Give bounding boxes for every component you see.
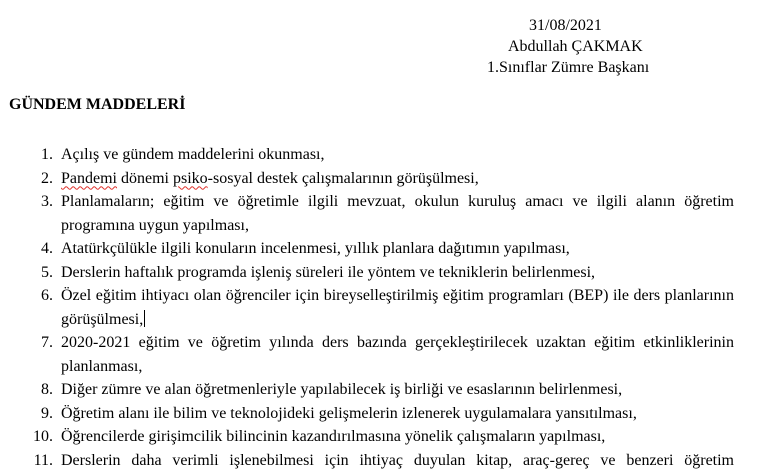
agenda-item-number: 10. <box>9 425 53 449</box>
agenda-item-text: Derslerin daha verimli işlenebilmesi için ihtiyaç duyulan kitap, araç-gereç ve benzeri öğretim <box>61 449 734 472</box>
agenda-item-5 <box>9 261 734 285</box>
agenda-item-text <box>61 167 734 191</box>
agenda-item-11 <box>9 449 734 472</box>
agenda-item-text: Atatürkçülükle ilgili konuların incelenmesi, yıllık planlara dağıtımın yapılması, <box>61 237 734 261</box>
agenda-heading: GÜNDEM MADDELERİ <box>9 95 185 115</box>
agenda-item-9 <box>9 402 734 426</box>
text-run: Özel eğitim ihtiyacı olan öğrenciler için bireyselleştirilmiş eğitim programları (BEP) ile ders planlarının görüşülmesi, <box>61 287 734 328</box>
agenda-list <box>9 143 734 472</box>
agenda-item-text: Öğrencilerde girişimcilik bilincinin kazandırılmasına yönelik çalışmaların yapılması, <box>61 425 734 449</box>
text-run: -sosyal destek çalışmalarının görüşülmesi, <box>208 170 479 187</box>
agenda-item-3 <box>9 190 734 237</box>
agenda-item-text: 2020-2021 eğitim ve öğretim yılında ders bazında gerçekleştirilecek uzaktan eğitim etkinliklerinin planlanması, <box>61 331 734 378</box>
agenda-item-text: Öğretim alanı ile bilim ve teknolojideki gelişmelerin izlenerek uygulamalara yansıtılması, <box>61 402 734 426</box>
agenda-item-number: 8. <box>9 378 53 402</box>
agenda-item-text: Açılış ve gündem maddelerini okunması, <box>61 143 734 167</box>
agenda-item-number: 5. <box>9 261 53 285</box>
agenda-item-10 <box>9 425 734 449</box>
agenda-item-number: 2. <box>9 167 53 191</box>
text-run: dönemi <box>117 170 173 187</box>
signature-title: 1.Sınıflar Zümre Başkanı <box>487 58 649 78</box>
signature-date: 31/08/2021 <box>529 16 602 36</box>
agenda-item-4 <box>9 237 734 261</box>
text-cursor <box>144 310 145 327</box>
agenda-item-6 <box>9 284 734 331</box>
agenda-item-text: Diğer zümre ve alan öğretmenleriyle yapılabilecek iş birliği ve esaslarının belirlenmesi, <box>61 378 734 402</box>
agenda-item-number: 6. <box>9 284 53 308</box>
agenda-item-7 <box>9 331 734 378</box>
agenda-item-number: 7. <box>9 331 53 355</box>
agenda-item-1 <box>9 143 734 167</box>
signature-name: Abdullah ÇAKMAK <box>508 37 643 57</box>
agenda-item-number: 9. <box>9 402 53 426</box>
agenda-item-number: 1. <box>9 143 53 167</box>
agenda-item-text <box>61 284 734 331</box>
spellcheck-word[interactable]: Pandemi <box>61 170 117 187</box>
agenda-item-number: 4. <box>9 237 53 261</box>
agenda-item-number: 11. <box>9 449 53 472</box>
agenda-item-number: 3. <box>9 190 53 214</box>
agenda-item-8 <box>9 378 734 402</box>
spellcheck-word[interactable]: psiko <box>173 170 208 187</box>
agenda-item-text: Planlamaların; eğitim ve öğretimle ilgili mevzuat, okulun kuruluş amacı ve ilgili alanın öğretim programına uygun yapılması, <box>61 190 734 237</box>
agenda-item-2 <box>9 167 734 191</box>
agenda-item-text: Derslerin haftalık programda işleniş süreleri ile yöntem ve tekniklerin belirlenmesi, <box>61 261 734 285</box>
